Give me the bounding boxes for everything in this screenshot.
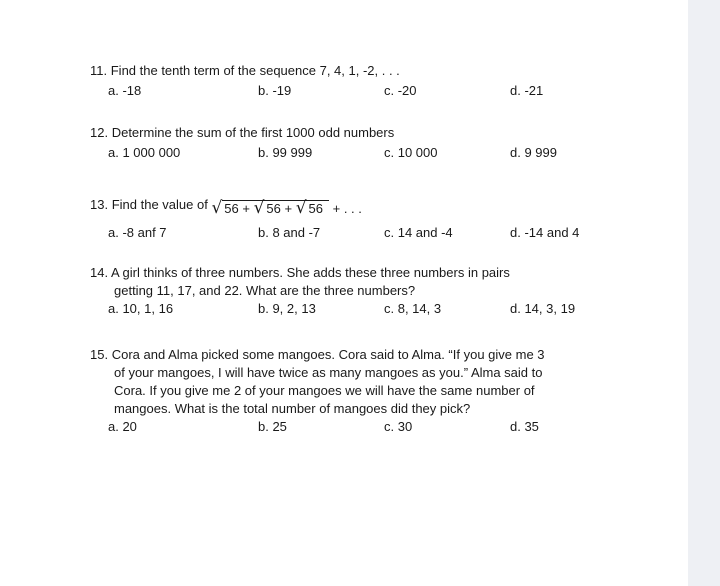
choice-d: d. 14, 3, 19 (510, 301, 576, 316)
question-text-line: Cora. If you give me 2 of your mangoes we will have the same number of (114, 383, 535, 398)
choice-a: a. -18 (108, 83, 142, 98)
choice-a: a. -8 anf 7 (108, 225, 167, 240)
question-13-stem (90, 196, 630, 218)
question-number: 11. (90, 63, 108, 78)
question-number: 14. (90, 265, 109, 280)
question-14-stem (90, 264, 630, 300)
choice-d: d. -14 and 4 (510, 225, 580, 240)
radical-sign: √ (211, 198, 223, 218)
question-text-line: getting 11, 17, and 22. What are the three numbers? (114, 283, 416, 298)
choice-c: c. 8, 14, 3 (384, 301, 442, 316)
choice-b: b. 25 (258, 419, 287, 434)
choice-a: a. 20 (108, 419, 137, 434)
radicand-outer: 56 + √ 56 + √ 56 (222, 200, 329, 216)
question-12-stem (90, 124, 630, 142)
choice-c: c. -20 (384, 83, 417, 98)
question-12 (90, 124, 630, 162)
question-13-choices (90, 224, 630, 242)
question-13 (90, 196, 630, 242)
question-11 (90, 62, 630, 100)
right-sidebar (688, 0, 720, 586)
question-14-choices (90, 300, 630, 318)
choice-b: b. 8 and -7 (258, 225, 321, 240)
question-15-choices (90, 418, 630, 436)
choice-c: c. 30 (384, 419, 413, 434)
question-text: A girl thinks of three numbers. She adds these three numbers in pairs (110, 265, 510, 280)
question-number: 13. (90, 197, 109, 212)
choice-d: d. -21 (510, 83, 544, 98)
radical-sign: √ (295, 198, 307, 218)
question-15-stem (90, 346, 630, 418)
question-text: Find the value of (111, 197, 208, 212)
choice-b: b. 99 999 (258, 145, 313, 160)
nested-radical-expression (211, 199, 361, 218)
radicand-innermost: 56 (308, 201, 324, 216)
choice-b: b. -19 (258, 83, 292, 98)
radical-sign: √ (253, 198, 265, 218)
question-11-choices (90, 82, 630, 100)
question-text: Cora and Alma picked some mangoes. Cora said to Alma. “If you give me 3 (111, 347, 545, 362)
choice-c: c. 10 000 (384, 145, 438, 160)
question-12-choices (90, 144, 630, 162)
question-15 (90, 346, 630, 436)
choice-b: b. 9, 2, 13 (258, 301, 316, 316)
question-text-line: mangoes. What is the total number of mangoes did they pick? (114, 401, 471, 416)
question-text: Determine the sum of the first 1000 odd numbers (111, 125, 395, 140)
choice-a: a. 10, 1, 16 (108, 301, 174, 316)
choice-d: d. 9 999 (510, 145, 557, 160)
choice-d: d. 35 (510, 419, 539, 434)
question-text: Find the tenth term of the sequence 7, 4, 1, -2, . . . (110, 63, 400, 78)
radicand-inner: 56 + √ 56 (264, 200, 327, 216)
expression-tail: + . . . (329, 201, 362, 216)
question-text-line: of your mangoes, I will have twice as many mangoes as you.” Alma said to (114, 365, 543, 380)
choice-a: a. 1 000 000 (108, 145, 181, 160)
question-11-stem (90, 62, 630, 80)
question-number: 12. (90, 125, 109, 140)
question-14 (90, 264, 630, 318)
choice-c: c. 14 and -4 (384, 225, 453, 240)
question-number: 15. (90, 347, 109, 362)
